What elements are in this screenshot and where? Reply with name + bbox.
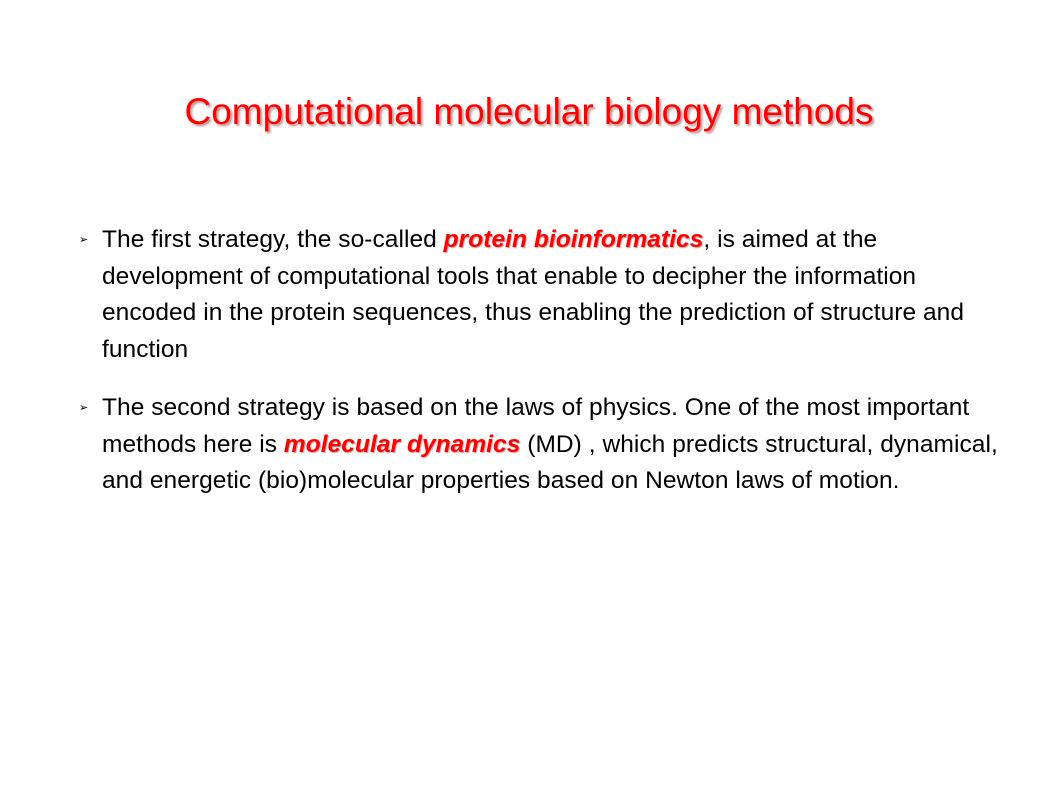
emphasized-term: molecular dynamics [283, 430, 521, 458]
bullet-text: (MD) , which predicts structural, dynamical, and energetic (bio)molecular properties based on Newton laws of motion. [102, 430, 998, 494]
bullet-text: , is aimed at the development of computational tools that enable to decipher the information encoded in the protein sequences, thus enabling the prediction of structure and function [102, 226, 965, 363]
bullet-text: The first strategy, the so-called [102, 226, 444, 253]
bullet-item [79, 390, 999, 500]
arrowhead-bullet-icon: ➢ [79, 402, 89, 414]
emphasized-term: protein bioinformatics [443, 226, 704, 253]
bullet-text: The second strategy is based on the laws of physics. One of the most important methods here is [102, 394, 970, 458]
arrowhead-bullet-icon: ➢ [79, 234, 89, 246]
slide-title: Computational molecular biology methods [184, 91, 874, 132]
bullet-list [79, 222, 999, 500]
bullet-item [79, 222, 999, 368]
